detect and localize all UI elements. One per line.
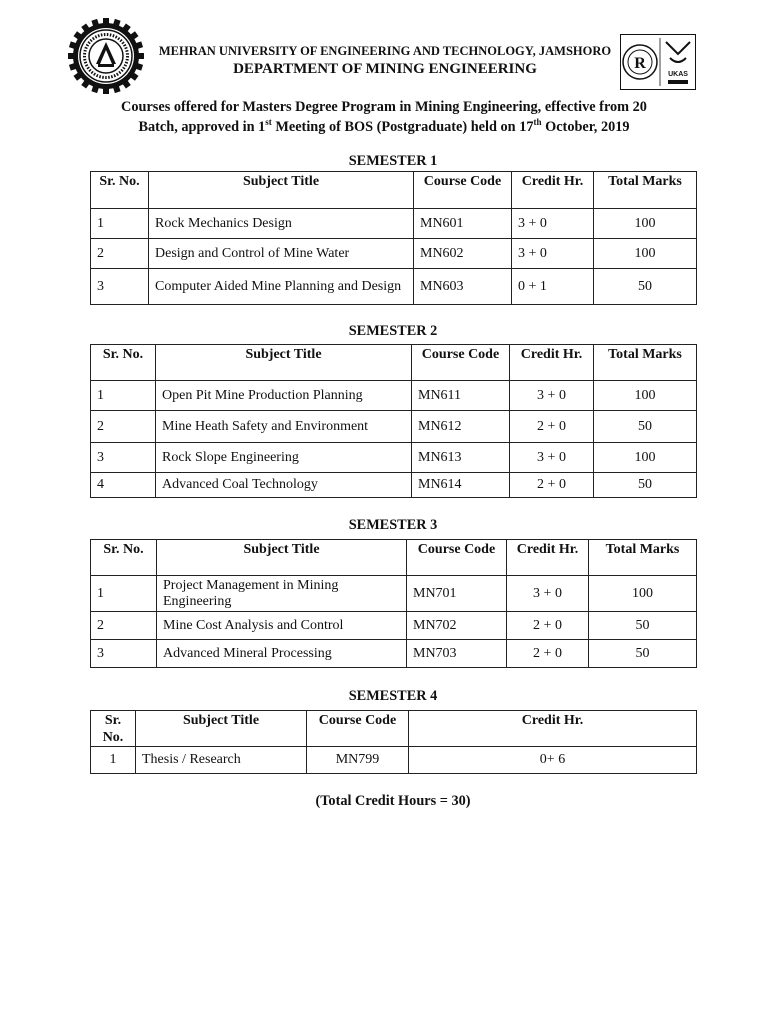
table-header-row xyxy=(91,711,697,747)
gear-tooth xyxy=(68,53,76,59)
department-name: DEPARTMENT OF MINING ENGINEERING xyxy=(233,61,537,77)
cell-credit-hr: 3 + 0 xyxy=(507,576,589,612)
cell-credit-hr: 2 + 0 xyxy=(510,473,594,498)
gear-tooth xyxy=(136,53,144,59)
header-subject-title: Subject Title xyxy=(136,711,307,747)
cell-credit-hr: 2 + 0 xyxy=(507,612,589,640)
university-logo-icon xyxy=(66,16,146,96)
semester-1-heading: SEMESTER 1 xyxy=(348,153,438,169)
cell-sr-no: 3 xyxy=(91,269,149,305)
cell-subject-title: Advanced Mineral Processing xyxy=(157,640,407,668)
intro-paragraph xyxy=(60,97,708,137)
cell-subject-title: Computer Aided Mine Planning and Design xyxy=(149,269,414,305)
intro-sup: st xyxy=(265,117,272,128)
certification-badge-icon xyxy=(620,34,696,90)
table-row xyxy=(91,576,697,612)
badge-letter: R xyxy=(634,55,646,72)
header-subject-title: Subject Title xyxy=(156,345,412,381)
cell-sr-no: 2 xyxy=(91,239,149,269)
cell-course-code: MN601 xyxy=(414,209,512,239)
cell-total-marks: 100 xyxy=(589,576,697,612)
cell-course-code: MN799 xyxy=(307,747,409,774)
header-credit-hr: Credit Hr. xyxy=(510,345,594,381)
cell-total-marks: 100 xyxy=(594,239,697,269)
table-row xyxy=(91,747,697,774)
cell-course-code: MN602 xyxy=(414,239,512,269)
cell-subject-title: Rock Slope Engineering xyxy=(156,443,412,473)
intro-sup: th xyxy=(533,117,542,128)
cell-total-marks: 50 xyxy=(589,640,697,668)
header-total-marks: Total Marks xyxy=(594,172,697,209)
header-subject-title: Subject Title xyxy=(149,172,414,209)
header-total-marks: Total Marks xyxy=(594,345,697,381)
table-row xyxy=(91,640,697,668)
semester-1-table xyxy=(90,171,697,305)
cell-course-code: MN702 xyxy=(407,612,507,640)
cell-sr-no: 4 xyxy=(91,473,156,498)
header-sr-no: Sr. No. xyxy=(91,172,149,209)
semester-4-heading: SEMESTER 4 xyxy=(348,688,438,704)
cell-subject-title: Project Management in Mining Engineering xyxy=(157,576,407,612)
header-subject-title: Subject Title xyxy=(157,540,407,576)
cell-total-marks: 100 xyxy=(594,209,697,239)
semester-2-table xyxy=(90,344,697,498)
cell-subject-title: Rock Mechanics Design xyxy=(149,209,414,239)
header-credit-hr: Credit Hr. xyxy=(409,711,697,747)
table-row xyxy=(91,411,697,443)
table-row xyxy=(91,209,697,239)
cell-credit-hr: 0+ 6 xyxy=(409,747,697,774)
badge-text: UKAS xyxy=(668,71,688,78)
intro-text: Meeting of BOS (Postgraduate) held on 17 xyxy=(271,119,534,135)
cell-course-code: MN612 xyxy=(412,411,510,443)
header-course-code: Course Code xyxy=(412,345,510,381)
cell-sr-no: 2 xyxy=(91,411,156,443)
cell-subject-title: Open Pit Mine Production Planning xyxy=(156,381,412,411)
intro-text: October, 2019 xyxy=(541,119,630,135)
header-course-code: Course Code xyxy=(407,540,507,576)
cell-total-marks: 50 xyxy=(594,411,697,443)
cell-sr-no: 2 xyxy=(91,612,157,640)
header-total-marks: Total Marks xyxy=(589,540,697,576)
cell-total-marks: 50 xyxy=(594,473,697,498)
intro-line-2 xyxy=(60,117,708,137)
header-sr-no: Sr. No. xyxy=(91,540,157,576)
semester-3-table xyxy=(90,539,697,668)
table-header-row xyxy=(91,172,697,209)
semester-2-heading: SEMESTER 2 xyxy=(348,323,438,339)
cell-course-code: MN701 xyxy=(407,576,507,612)
cell-subject-title: Design and Control of Mine Water xyxy=(149,239,414,269)
cell-sr-no: 1 xyxy=(91,209,149,239)
cell-sr-no: 3 xyxy=(91,443,156,473)
header-credit-hr: Credit Hr. xyxy=(512,172,594,209)
cell-credit-hr: 2 + 0 xyxy=(507,640,589,668)
gear-tooth xyxy=(103,18,109,26)
university-name: MEHRAN UNIVERSITY OF ENGINEERING AND TECHNOLOGY, JAMSHORO xyxy=(158,44,612,58)
cell-total-marks: 50 xyxy=(594,269,697,305)
cell-subject-title: Mine Heath Safety and Environment xyxy=(156,411,412,443)
cell-sr-no: 1 xyxy=(91,747,136,774)
table-row xyxy=(91,269,697,305)
table-header-row xyxy=(91,345,697,381)
header-course-code: Course Code xyxy=(307,711,409,747)
header-sr-no: Sr. No. xyxy=(91,711,136,747)
semester-3-heading: SEMESTER 3 xyxy=(348,517,438,533)
header-course-code: Course Code xyxy=(414,172,512,209)
cell-credit-hr: 3 + 0 xyxy=(512,209,594,239)
cell-sr-no: 3 xyxy=(91,640,157,668)
table-row xyxy=(91,473,697,498)
cell-total-marks: 100 xyxy=(594,443,697,473)
cell-credit-hr: 2 + 0 xyxy=(510,411,594,443)
semester-4-table xyxy=(90,710,697,774)
gear-tooth xyxy=(103,86,109,94)
intro-line-1: Courses offered for Masters Degree Program in Mining Engineering, effective from 20 xyxy=(121,99,647,115)
cell-subject-title: Mine Cost Analysis and Control xyxy=(157,612,407,640)
table-header-row xyxy=(91,540,697,576)
cell-total-marks: 100 xyxy=(594,381,697,411)
cell-credit-hr: 3 + 0 xyxy=(510,443,594,473)
intro-text: Batch, approved in 1 xyxy=(138,119,266,135)
cell-course-code: MN614 xyxy=(412,473,510,498)
cell-subject-title: Thesis / Research xyxy=(136,747,307,774)
cell-sr-no: 1 xyxy=(91,576,157,612)
cell-course-code: MN703 xyxy=(407,640,507,668)
cell-course-code: MN603 xyxy=(414,269,512,305)
cell-subject-title: Advanced Coal Technology xyxy=(156,473,412,498)
table-row xyxy=(91,239,697,269)
cell-course-code: MN613 xyxy=(412,443,510,473)
cell-total-marks: 50 xyxy=(589,612,697,640)
cell-credit-hr: 3 + 0 xyxy=(512,239,594,269)
cell-credit-hr: 3 + 0 xyxy=(510,381,594,411)
table-row xyxy=(91,612,697,640)
cell-credit-hr: 0 + 1 xyxy=(512,269,594,305)
cell-course-code: MN611 xyxy=(412,381,510,411)
header-credit-hr: Credit Hr. xyxy=(507,540,589,576)
total-credit-hours: (Total Credit Hours = 30) xyxy=(315,793,471,809)
table-row xyxy=(91,381,697,411)
header-sr-no: Sr. No. xyxy=(91,345,156,381)
table-row xyxy=(91,443,697,473)
cell-sr-no: 1 xyxy=(91,381,156,411)
